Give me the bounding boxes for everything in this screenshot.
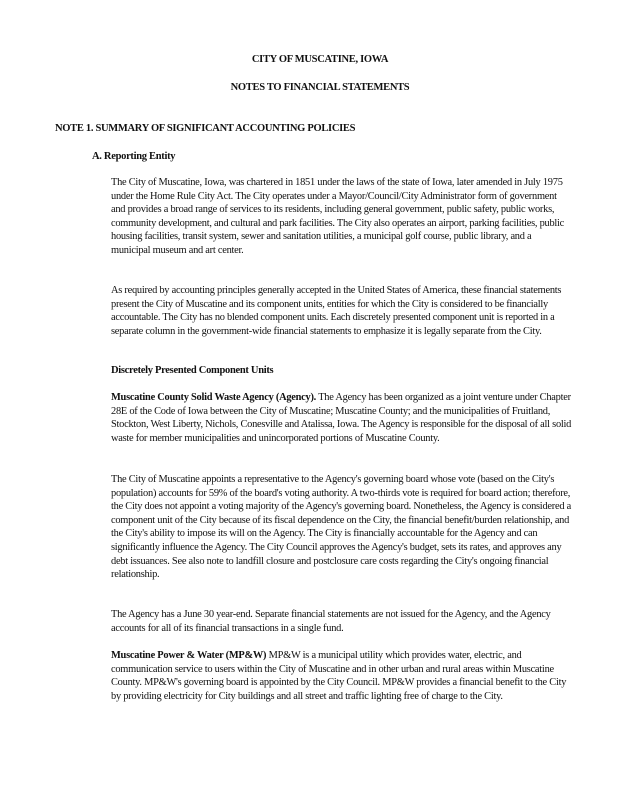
section-heading: A. Reporting Entity	[92, 151, 176, 162]
utility-name: Muscatine Power & Water (MP&W)	[111, 650, 267, 661]
document-title: CITY OF MUSCATINE, IOWA	[251, 54, 389, 65]
paragraph-solid-waste-agency	[111, 391, 573, 445]
paragraph-reporting: As required by accounting principles generally accepted in the United States of America, these financial statements present the City of Muscatine and its component units, entities for which the City is considered to be financially accountable. The City has no blended component units. Each discretely presented component unit is reported in a separate column in the government-wide financial statements to emphasize it is legally separate from the City.	[111, 285, 562, 337]
paragraph-power-water	[111, 649, 573, 703]
agency-name: Muscatine County Solid Waste Agency (Agency).	[111, 392, 317, 403]
paragraph-history: The City of Muscatine, Iowa, was chartered in 1851 under the laws of the state of Iowa, later amended in July 1975 under the Home Rule City Act. The City operates under a Mayor/Council/City Administrator form of government and provides a broad range of services to its residents, including general government, public safety, public works, community development, and cultural and park facilities. The City also operates an airport, parking facilities, public housing facilities, transit system, sewer and sanitation utilities, a municipal golf course, public library, and a municipal museum and art center.	[111, 177, 565, 256]
paragraph-agency-board: The City of Muscatine appoints a representative to the Agency's governing board whose vote (based on the City's population) accounts for 59% of the board's voting authority. A two-thirds vote is required for board action; therefore, the City does not appoint a voting majority of the Agency's governing board. Nonetheless, the Agency is considered a component unit of the City because of its fiscal dependence on the City, the financial benefit/burden relationship, and the City's ability to impose its will on the Agency. The City is financially accountable for the Agency and can significantly influence the Agency. The City Council approves the Agency's budget, sets its rates, and approves any debt issuances. See also note to landfill closure and postclosure care costs regarding the City's ongoing financial relationship.	[111, 474, 571, 581]
paragraph-agency-year-end: The Agency has a June 30 year-end. Separate financial statements are not issued for the Agency, and the Agency accounts for all of its financial transactions in a single fund.	[111, 609, 551, 634]
utility-description: MP&W is a municipal utility which provides water, electric, and communication service to users within the City of Muscatine and in other urban and rural areas within Muscatine County. MP&W's governing board is appointed by the City Council. MP&W provides a financial benefit to the City by providing electricity for City buildings and all street and traffic lighting free of charge to the City.	[111, 650, 567, 702]
note-heading: NOTE 1. SUMMARY OF SIGNIFICANT ACCOUNTING POLICIES	[55, 123, 356, 134]
agency-description: The Agency has been organized as a joint venture under Chapter 28E of the Code of Iowa between the City of Muscatine; Muscatine County; and the municipalities of Fruitland, Stockton, West Liberty, Nichols, Conesville and Atalissa, Iowa. The Agency is responsible for the disposal of all solid waste for member municipalities and unincorporated portions of Muscatine County.	[111, 392, 572, 444]
subsection-heading: Discretely Presented Component Units	[111, 365, 274, 376]
document-subtitle: NOTES TO FINANCIAL STATEMENTS	[230, 82, 410, 93]
